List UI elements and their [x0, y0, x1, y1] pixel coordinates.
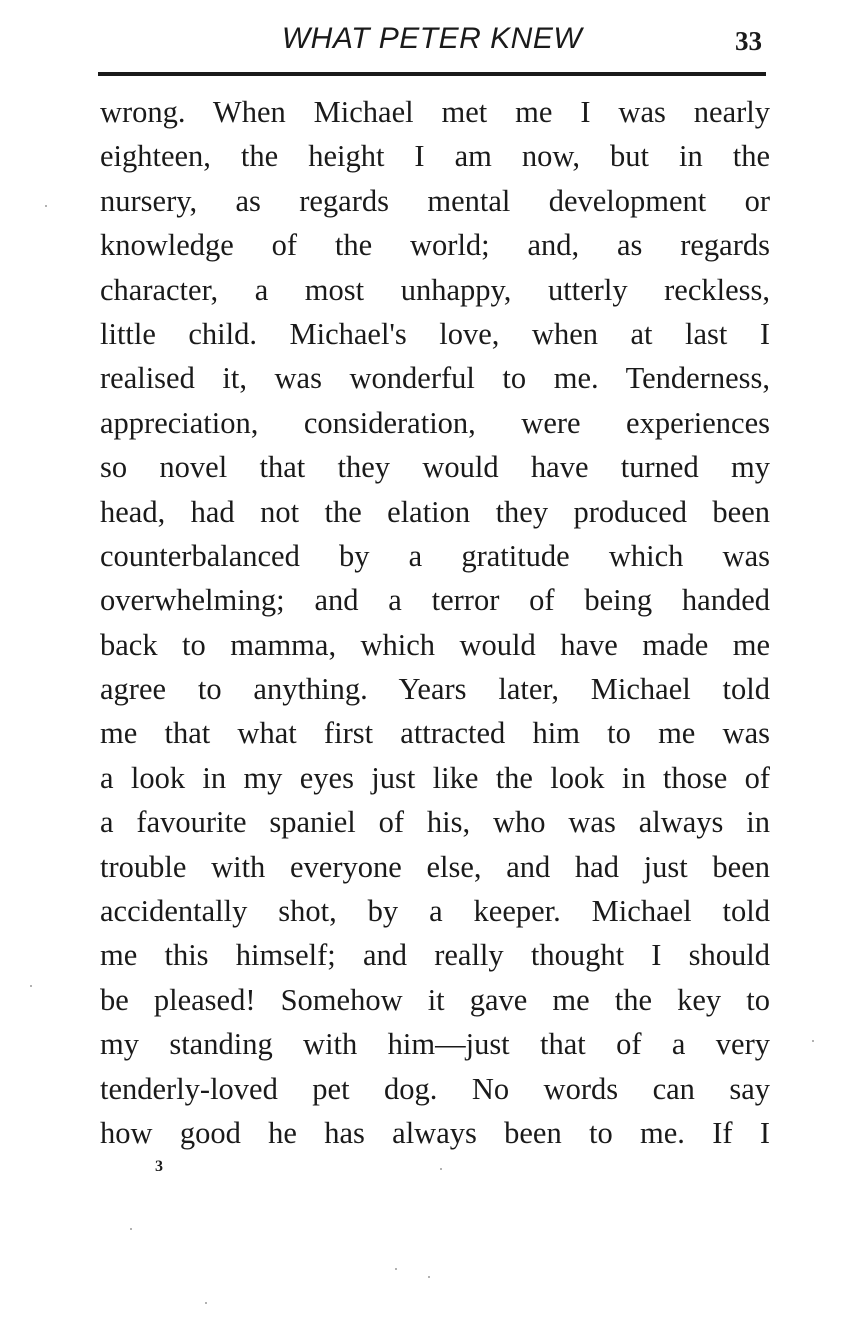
paper-speck	[395, 1268, 397, 1270]
text-line: me that what first attracted him to me was	[100, 716, 770, 751]
text-line: head, had not the elation they produced been	[100, 494, 770, 529]
text-line: wrong. When Michael met me I was nearly	[100, 95, 770, 129]
paper-speck	[428, 1276, 430, 1278]
text-line: my standing with him—just that of a very	[100, 1027, 770, 1062]
body-text	[100, 90, 770, 1155]
running-title: WHAT PETER KNEW	[281, 22, 583, 55]
running-head	[98, 14, 766, 70]
paper-speck	[440, 1168, 442, 1170]
text-line: nursery, as regards mental development or	[100, 183, 770, 218]
header-rule	[98, 72, 766, 76]
text-line: back to mamma, which would have made me	[100, 627, 770, 662]
text-line: accidentally shot, by a keeper. Michael told	[100, 894, 770, 929]
page-number: 33	[735, 26, 762, 56]
text-line: character, a most unhappy, utterly reckless,	[100, 272, 770, 307]
text-line: eighteen, the height I am now, but in the	[100, 139, 770, 174]
text-line: overwhelming; and a terror of being handed	[100, 583, 770, 618]
paper-speck	[45, 205, 47, 207]
text-line: a look in my eyes just like the look in those of	[100, 760, 770, 795]
text-line: me this himself; and really thought I should	[100, 938, 770, 973]
text-line: knowledge of the world; and, as regards	[100, 228, 770, 263]
text-line: little child. Michael's love, when at last I	[100, 316, 770, 351]
text-line: a favourite spaniel of his, who was always in	[100, 805, 770, 840]
text-line: realised it, was wonderful to me. Tenderness,	[100, 361, 770, 396]
paper-speck	[30, 985, 32, 987]
text-line: appreciation, consideration, were experiences	[100, 405, 770, 440]
text-line: be pleased! Somehow it gave me the key to	[100, 982, 770, 1017]
signature-mark: 3	[155, 1158, 163, 1175]
paper-speck	[812, 1040, 814, 1042]
text-line: how good he has always been to me. If I	[100, 1115, 770, 1150]
text-line: tenderly-loved pet dog. No words can say	[100, 1071, 770, 1106]
text-line: agree to anything. Years later, Michael told	[100, 672, 770, 707]
text-line: so novel that they would have turned my	[100, 450, 770, 485]
text-line: counterbalanced by a gratitude which was	[100, 538, 770, 573]
paper-speck	[130, 1228, 132, 1230]
text-line: trouble with everyone else, and had just been	[100, 849, 770, 884]
paper-speck	[205, 1302, 207, 1304]
